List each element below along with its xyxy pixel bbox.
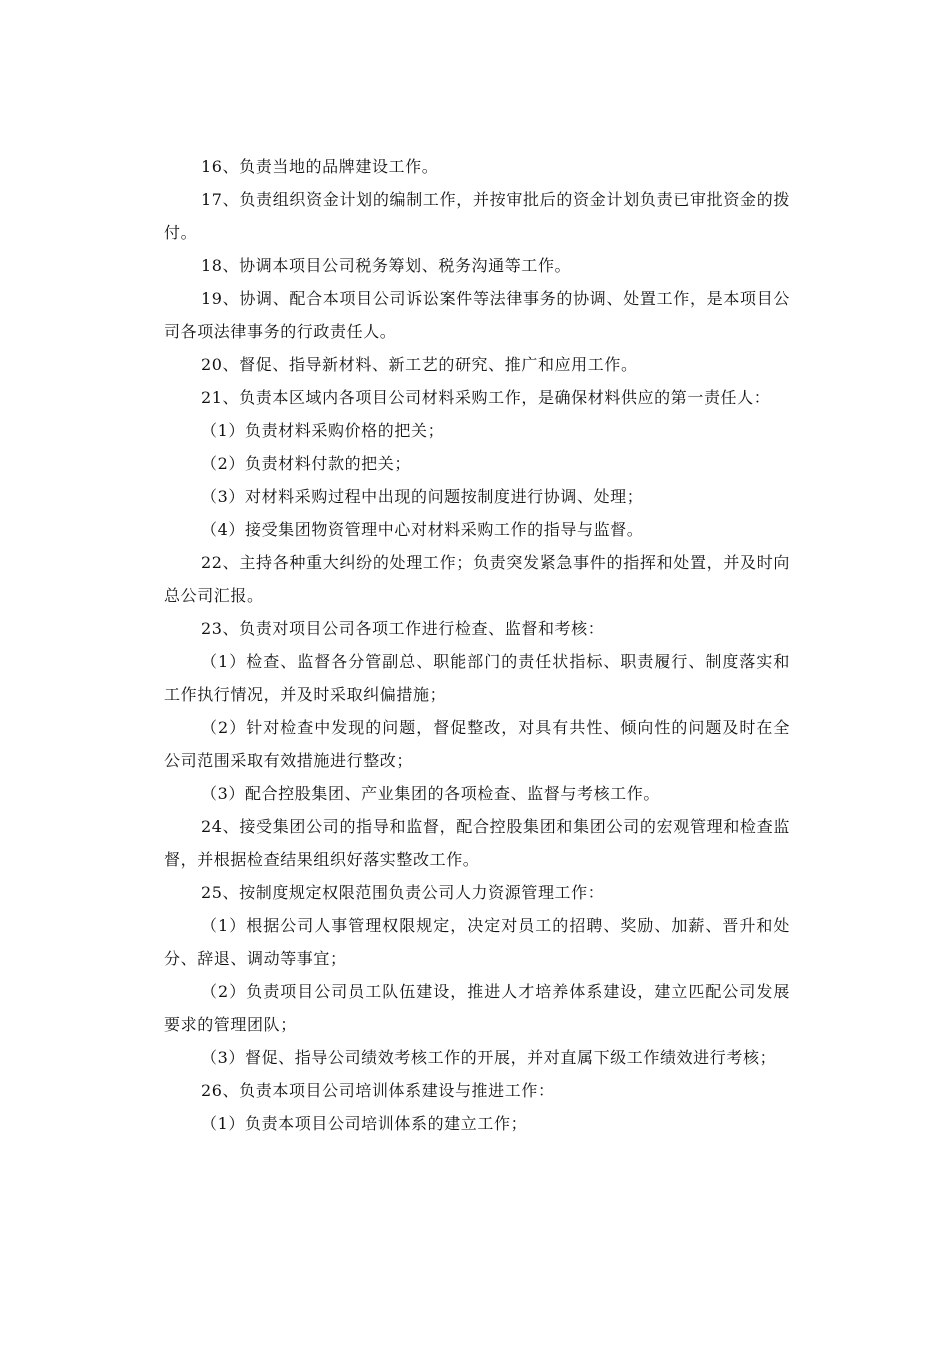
paragraph-25-item-1: （1）根据公司人事管理权限规定，决定对员工的招聘、奖励、加薪、晋升和处分、辞退、调动等事宜；: [164, 916, 790, 968]
paragraph-20: 20、督促、指导新材料、新工艺的研究、推广和应用工作。: [201, 355, 638, 374]
paragraph-24: 24、接受集团公司的指导和监督，配合控股集团和集团公司的宏观管理和检查监督，并根据检查结果组织好落实整改工作。: [164, 817, 790, 869]
paragraph-26-item-1: （1）负责本项目公司培训体系的建立工作；: [201, 1114, 528, 1133]
paragraph-23-item-2: （2）针对检查中发现的问题，督促整改，对具有共性、倾向性的问题及时在全公司范围采取有效措施进行整改；: [164, 718, 790, 770]
paragraph-18: 18、协调本项目公司税务筹划、税务沟通等工作。: [201, 256, 572, 275]
paragraph-25-item-3: （3）督促、指导公司绩效考核工作的开展，并对直属下级工作绩效进行考核；: [201, 1048, 777, 1067]
paragraph-21-item-2: （2）负责材料付款的把关；: [201, 454, 411, 473]
document-body: [164, 150, 790, 1140]
paragraph-25-item-2: （2）负责项目公司员工队伍建设，推进人才培养体系建设，建立匹配公司发展要求的管理团队；: [164, 982, 790, 1034]
paragraph-17: 17、负责组织资金计划的编制工作，并按审批后的资金计划负责已审批资金的拨付。: [164, 190, 790, 242]
paragraph-21-item-1: （1）负责材料采购价格的把关；: [201, 421, 445, 440]
paragraph-21-item-3: （3）对材料采购过程中出现的问题按制度进行协调、处理；: [201, 487, 644, 506]
paragraph-16: 16、负责当地的品牌建设工作。: [201, 157, 439, 176]
paragraph-21-item-4: （4）接受集团物资管理中心对材料采购工作的指导与监督。: [201, 520, 644, 539]
paragraph-25: 25、按制度规定权限范围负责公司人力资源管理工作：: [201, 883, 605, 902]
paragraph-19: 19、协调、配合本项目公司诉讼案件等法律事务的协调、处置工作，是本项目公司各项法律事务的行政责任人。: [164, 289, 790, 341]
paragraph-21: 21、负责本区域内各项目公司材料采购工作，是确保材料供应的第一责任人：: [201, 388, 771, 407]
paragraph-22: 22、主持各种重大纠纷的处理工作；负责突发紧急事件的指挥和处置，并及时向总公司汇报。: [164, 553, 790, 605]
paragraph-23: 23、负责对项目公司各项工作进行检查、监督和考核：: [201, 619, 605, 638]
paragraph-23-item-1: （1）检查、监督各分管副总、职能部门的责任状指标、职责履行、制度落实和工作执行情况，并及时采取纠偏措施；: [164, 652, 790, 704]
paragraph-23-item-3: （3）配合控股集团、产业集团的各项检查、监督与考核工作。: [201, 784, 660, 803]
paragraph-26: 26、负责本项目公司培训体系建设与推进工作：: [201, 1081, 555, 1100]
